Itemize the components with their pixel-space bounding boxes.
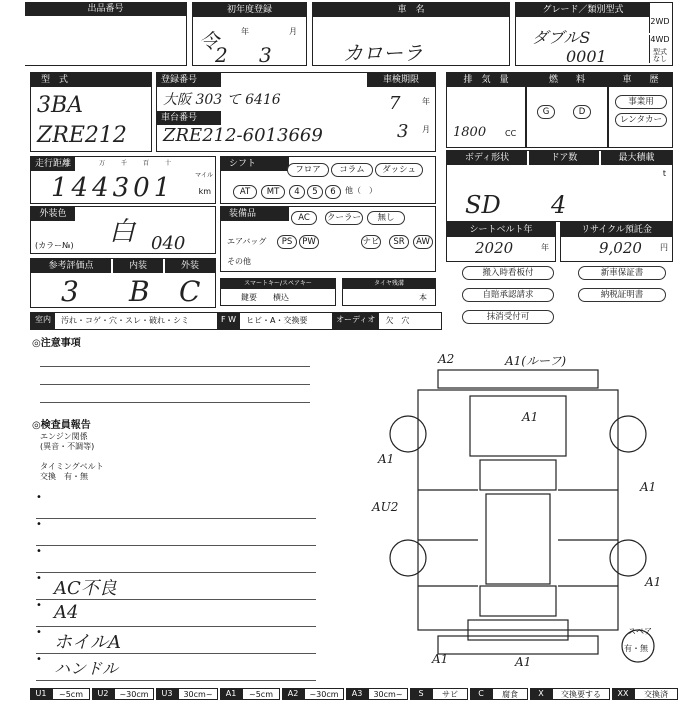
inspection-month: 3 [397,121,409,142]
spare-options: 有・無 [624,644,648,653]
legend-key-a1: A1 [220,688,242,700]
equip-airbag: エアバッグ [227,237,267,246]
legend-val-s: サビ [432,688,468,700]
damage-left-front: A1 [378,452,395,466]
legend-key-c: C [470,688,492,700]
condition-strip [30,312,442,330]
ext-color-header: 外装色 [31,207,75,221]
notes-line [40,402,310,403]
wheel-rear-left [390,540,426,576]
exterior-header: 外装 [165,259,215,273]
legend-key-x: X [530,688,552,700]
damage-roof: A1(ルーフ) [505,354,567,368]
damage-rear: A1 [515,655,532,669]
first-reg-month: 3 [259,43,272,67]
grade-value: ダブルS [532,28,591,47]
drive-4wd: 4WD [649,35,670,49]
mileage-unit-2: 千 [121,160,128,167]
damage-front: A2 [438,352,455,366]
damage-rear-right: A1 [645,575,662,589]
tire-unit: 本 [419,293,427,302]
damage-rear-left: A1 [432,652,449,666]
registration-box [156,72,436,152]
first-registration-header: 初年度登録 [193,3,306,17]
displacement-header: 排 気 量 [447,73,525,87]
engine-cond-label: エンジン関係 (異音・不調等) [40,432,95,451]
exterior-value: C [179,275,201,308]
roof [486,494,550,584]
first-reg-year: 2 [215,43,228,67]
body-shape-header: ボディ形状 [447,151,527,165]
mileage-box [30,156,216,204]
interior-cond-label: 室内 [31,313,55,329]
damage-left-door: AU2 [372,500,399,514]
equip-ps[interactable]: PS [277,235,297,249]
score-value: 3 [61,275,79,308]
equipment-box [220,206,436,272]
note-ac: AC不良 [54,578,117,599]
damage-hood: A1 [522,410,539,424]
first-reg-month-label: 月 [289,27,297,36]
rear-bumper [438,636,598,654]
ext-color-box [30,206,216,254]
notes-line [40,366,310,367]
mileage-unit-1: 万 [99,160,106,167]
grade-box [515,2,673,66]
equip-pw[interactable]: PW [299,235,319,249]
wheel-front-right [610,416,646,452]
key-options: 鍵要 横込 [241,293,289,302]
fw-options: ヒビ・A・交換要 [246,316,308,325]
shift-at[interactable]: AT [233,185,257,199]
fuel-option-d[interactable]: D [573,105,591,119]
legend-val-u3: 30cm~ [178,688,218,700]
shift-column[interactable]: コラム [331,163,373,177]
ext-color-value: 白 [109,217,136,247]
shift-box [220,156,436,204]
mileage-km: km [198,187,211,196]
car-damage-diagram [378,350,668,680]
legend-val-a2: ~30cm [304,688,344,700]
grade-header: グレード／類別型式 [516,3,650,17]
seatbelt-box [446,222,556,262]
inspection-year: 7 [389,93,401,114]
legend-key-u2: U2 [92,688,114,700]
legend-val-x: 交換要する [552,688,610,700]
tire-header: タイヤ残溝 [343,279,435,289]
equip-aw[interactable]: AW [413,235,433,249]
type-line2-value: ZRE212 [37,123,127,148]
interior-header: 内装 [113,259,163,273]
inspection-header: 車検期限 [367,73,435,87]
legend-key-a2: A2 [282,688,304,700]
displacement-box [446,72,526,148]
interior-cond-options: 汚れ・コゲ・穴・スレ・破れ・シミ [61,316,189,325]
damage-right: A1 [640,480,657,494]
equip-navi[interactable]: ナビ [362,237,380,247]
mileage-value: 144301 [51,173,175,203]
equip-sr[interactable]: SR [389,235,409,249]
notes-title: ◎注意事項 [32,338,81,349]
usage-business[interactable]: 事業用 [615,95,667,109]
type-box [30,72,152,152]
recycle-box [560,222,673,262]
key-box [220,278,336,306]
report-line: • [36,492,316,519]
shift-mt[interactable]: MT [261,185,285,199]
recycle-value: 9,020 [599,239,642,257]
fuel-option-g[interactable]: G [537,105,555,119]
shift-4[interactable]: 4 [289,185,305,199]
doc-tax[interactable]: 納税証明書 [578,288,666,302]
shift-5[interactable]: 5 [307,185,323,199]
inspection-year-label: 年 [422,97,430,106]
wheel-rear-right [610,540,646,576]
registration-value: 大阪 303 て 6416 [163,92,281,108]
report-line: • [36,546,316,573]
seatbelt-value: 2020 [475,239,514,257]
doors-value: 4 [551,191,567,219]
equipment-header: 装備品 [221,207,289,221]
legend-val-a3: 30cm~ [368,688,408,700]
seatbelt-header: シートベルト年 [447,223,555,237]
legend-val-c: 腐食 [492,688,528,700]
score-header: 参考評価点 [31,259,111,273]
hood [470,396,566,456]
model-name-header: 車 名 [313,3,509,17]
equip-ac[interactable]: AC [291,211,317,225]
equip-none[interactable]: 無し [367,211,405,225]
drive-none: 型式 なし [649,49,670,63]
body-shape-box [446,150,673,222]
notes-line [40,384,310,385]
recycle-unit: 円 [660,243,668,252]
note-a4: A4 [54,602,79,623]
windshield [480,460,556,490]
inspection-month-label: 月 [422,125,430,134]
type-header: 型 式 [31,73,151,87]
fuel-header: 燃 料 [527,73,607,87]
equip-cooler[interactable]: クーラー [326,213,361,223]
displacement-value: 1800 [453,125,487,140]
interior-value: B [129,275,150,308]
lot-number-header: 出品番号 [25,2,186,16]
drive-2wd: 2WD [649,17,670,33]
usage-rental[interactable]: レンタカー [615,113,667,127]
mileage-header: 走行距離 [31,157,75,171]
first-registration-box [192,2,307,66]
report-line: • [36,627,316,654]
usage-box [608,72,673,148]
rear-window [480,586,556,616]
legend-key-u3: U3 [156,688,178,700]
shift-floor[interactable]: フロア [287,163,329,177]
report-line: • [36,573,316,600]
model-name-value: カローラ [343,41,423,65]
report-line: • [36,600,316,627]
displacement-unit: CC [505,129,517,138]
tire-box [342,278,436,306]
color-no-label: (カラー№) [35,241,74,250]
car-outline [418,390,618,630]
option-label: オーディオ [332,313,379,329]
doc-insurance[interactable]: 自賠承認請求 [462,288,554,302]
mileage-unit-3: 百 [143,160,150,167]
registration-header: 登録番号 [157,73,221,87]
chassis-header: 車台番号 [157,111,221,125]
report-line: • [36,654,316,681]
key-header: スマートキー/スペアキー [221,279,335,289]
inspector-title: ◎検査員報告 [32,420,91,431]
legend-val-u2: ~30cm [114,688,154,700]
legend-val-xx: 交換済 [634,688,678,700]
doc-deregister[interactable]: 抹消受付可 [462,310,554,324]
doc-warranty[interactable]: 新車保証書 [578,266,666,280]
color-no-value: 040 [151,233,186,254]
shift-other: 他（ ） [345,186,377,195]
chassis-value: ZRE212-6013669 [163,125,323,146]
report-line: • [36,519,316,546]
timing-belt-label: タイミングベルト 交換 有・無 [40,462,104,481]
option-values: 欠 穴 [385,316,410,325]
legend-key-xx: XX [612,688,634,700]
grade-sub-value: 0001 [566,47,607,66]
front-bumper [438,370,598,388]
max-load-unit: t [662,169,666,178]
legend-key-a3: A3 [346,688,368,700]
legend-key-u1: U1 [30,688,52,700]
doors-header: ドア数 [529,151,599,165]
fuel-box [526,72,608,148]
seatbelt-unit: 年 [541,243,549,252]
recycle-header: リサイクル預託金 [561,223,672,237]
spare-label: スペア [628,627,652,636]
note-handle: ハンドル [54,659,119,678]
legend-key-s: S [410,688,432,700]
shift-6[interactable]: 6 [325,185,341,199]
doc-sign[interactable]: 搬入時看板付 [462,266,554,280]
shift-dash[interactable]: ダッシュ [375,163,423,177]
note-wheel: ホイルA [54,632,121,653]
first-reg-era: 令 [199,29,219,53]
type-value: 3BA [37,93,84,118]
mileage-unit-4: 十 [165,160,172,167]
shift-header: シフト [221,157,289,171]
legend-val-u1: ~5cm [52,688,90,700]
score-box [30,258,216,308]
wheel-front-left [390,416,426,452]
usage-header: 車 歴 [609,73,672,87]
mileage-mile: マイル [195,172,213,179]
legend-val-a1: ~5cm [242,688,280,700]
equip-other: その他 [227,257,251,266]
max-load-header: 最大積載 [601,151,672,165]
model-name-box [312,2,510,66]
fw-label: F W [217,313,240,329]
first-reg-year-label: 年 [241,27,249,36]
body-shape-value: SD [465,191,501,219]
lot-number-box [25,2,187,66]
